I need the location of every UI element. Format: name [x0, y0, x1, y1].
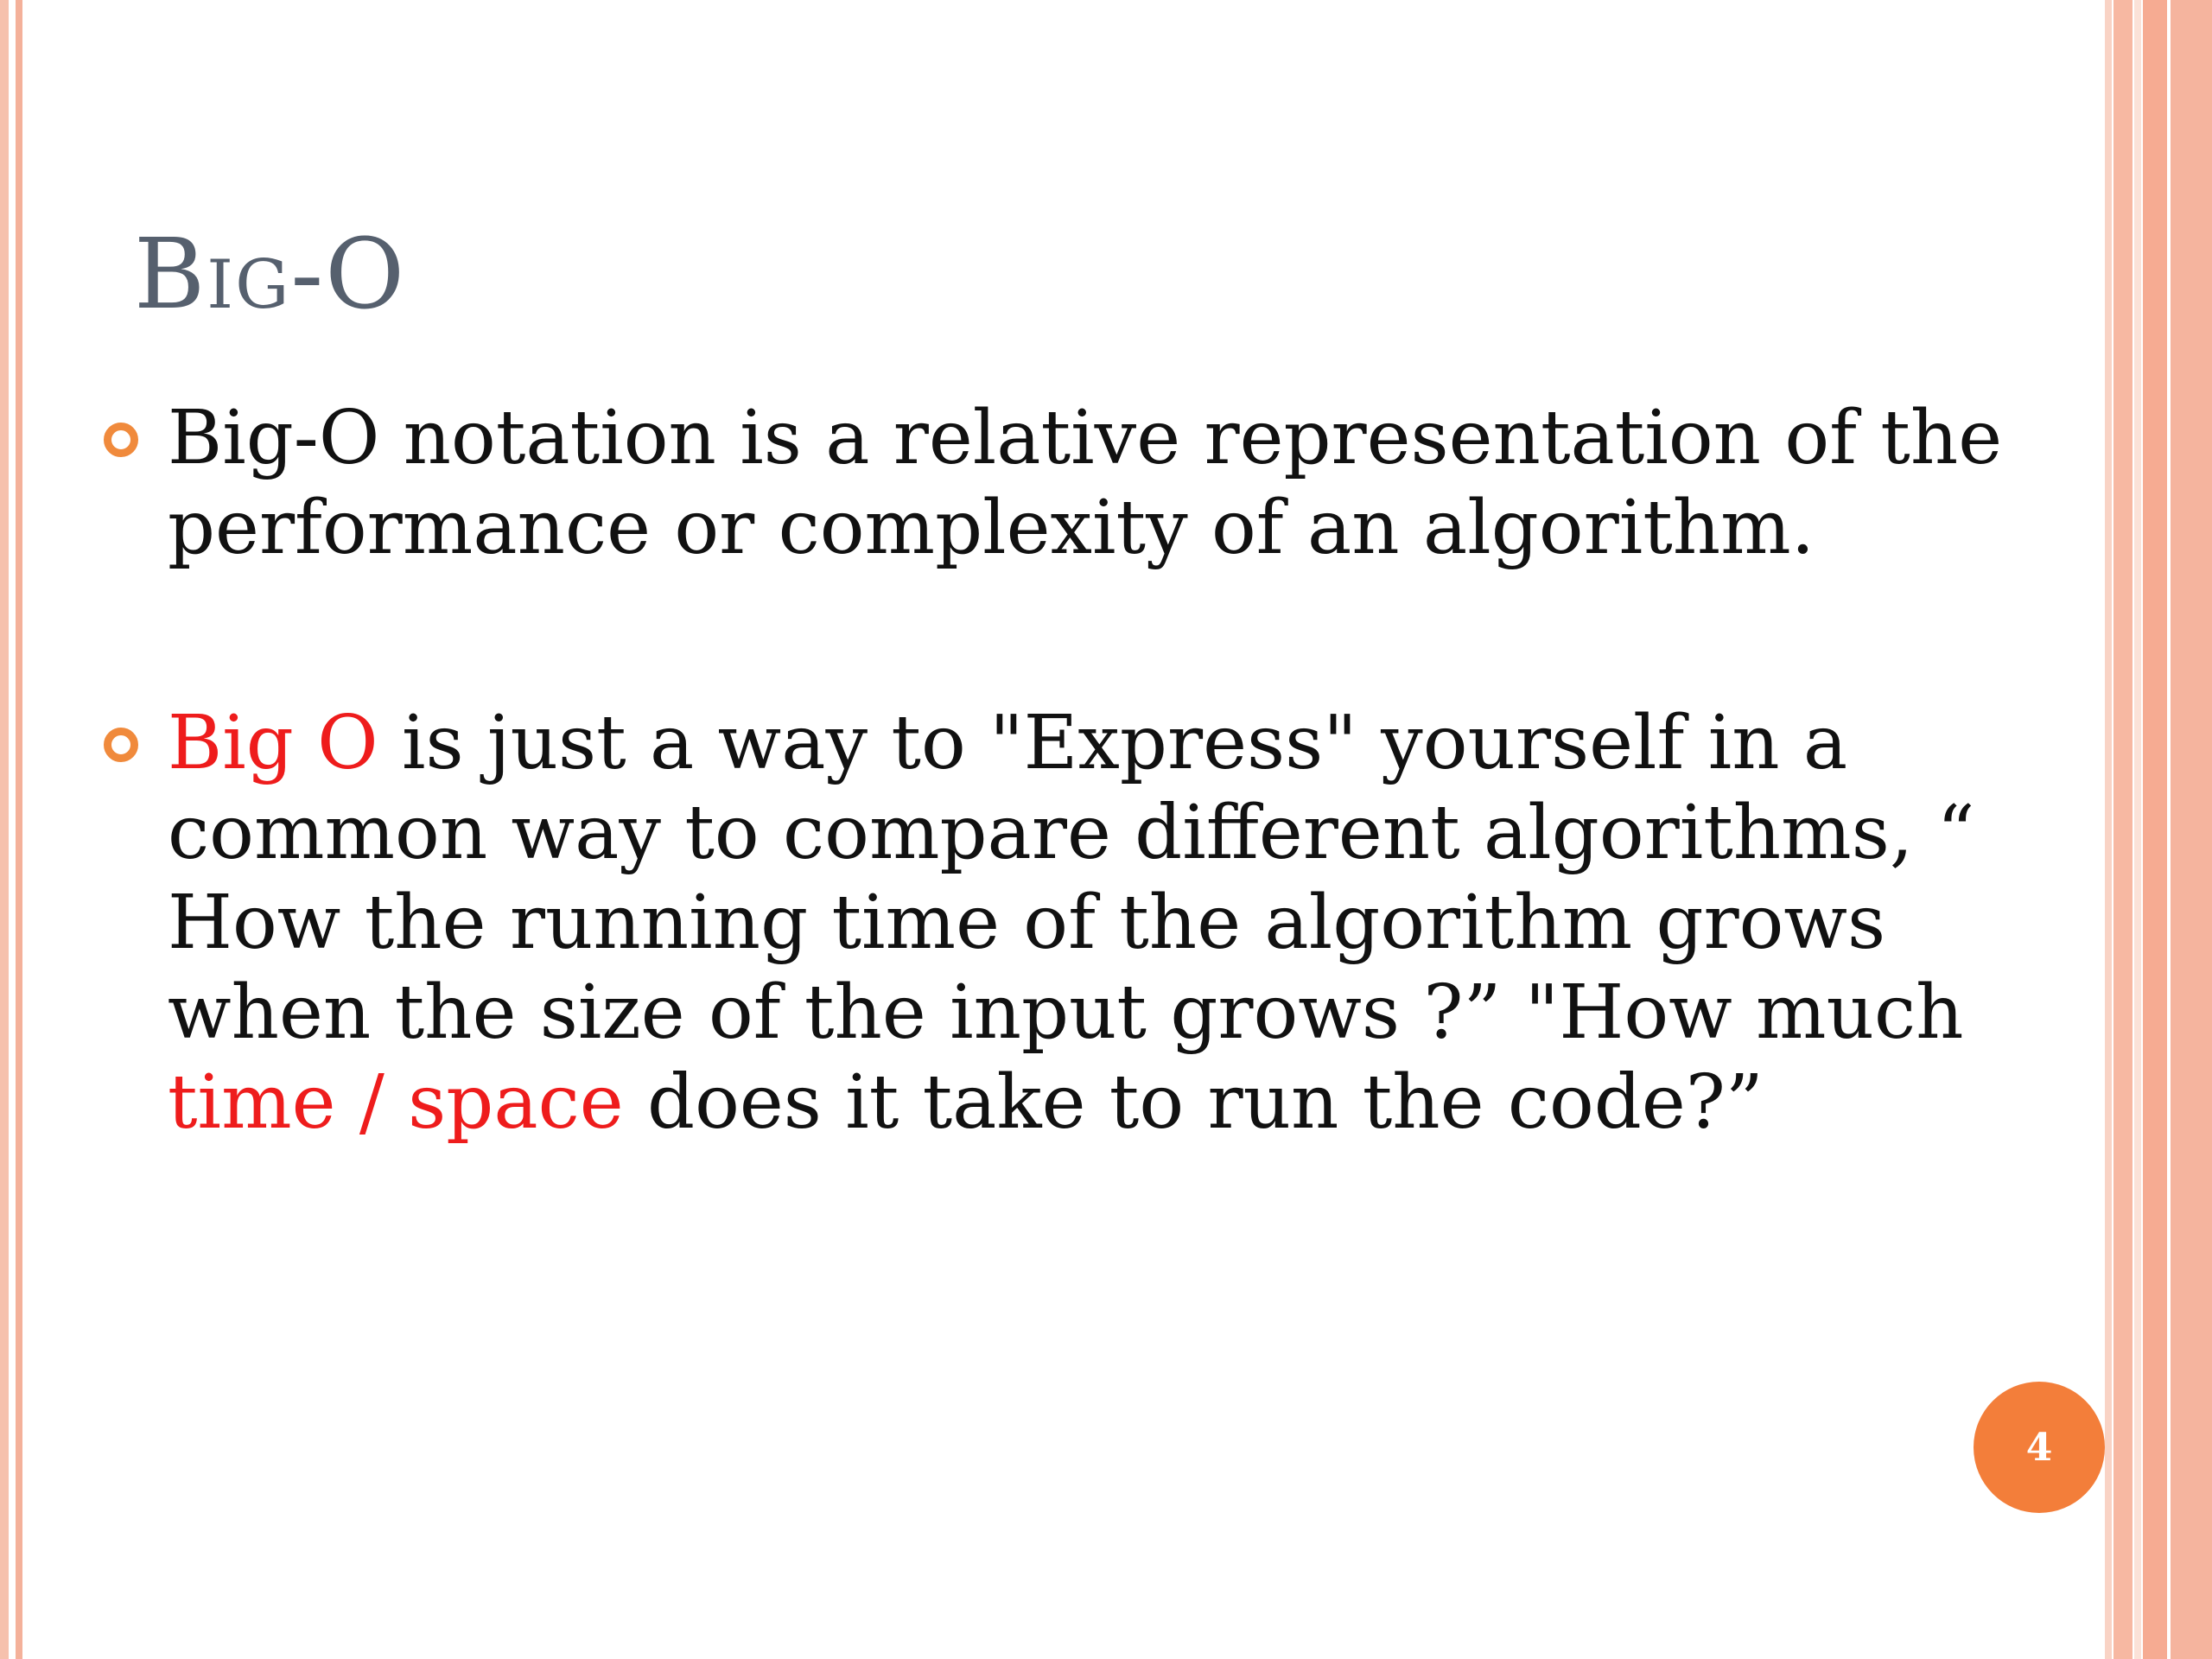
- frame-stripe-right-outer: [2171, 0, 2212, 1659]
- bullet-line: [168, 698, 1991, 788]
- frame-stripe-left: [0, 0, 9, 1659]
- slide-title: Big-O: [134, 219, 407, 331]
- frame-stripe-right: [2113, 0, 2133, 1659]
- bullet-line: performance or complexity of an algorithm.: [168, 485, 1815, 571]
- bullet-text: [168, 393, 2003, 573]
- frame-stripe-left-inner: [16, 0, 22, 1659]
- page-number-badge: 4: [1974, 1382, 2105, 1513]
- bullet-line-text: is just a way to "Express" yourself in a: [378, 700, 1848, 786]
- frame-stripe-right: [2105, 0, 2112, 1659]
- hollow-circle-icon: [104, 423, 138, 457]
- bullet-line: [168, 1058, 1991, 1147]
- bullet-line: when the size of the input grows ?” "How much: [168, 969, 1964, 1056]
- bullet-line: How the running time of the algorithm grows: [168, 880, 1886, 966]
- bullet-line: Big-O notation is a relative representation of the: [168, 395, 2003, 481]
- highlight-text: Big O: [168, 700, 378, 786]
- highlight-text: time / space: [168, 1059, 624, 1146]
- bullet-line-text: does it take to run the code?”: [623, 1059, 1764, 1146]
- bullet-line: common way to compare different algorithms, “: [168, 790, 1975, 876]
- bullet-text: [168, 698, 1991, 1147]
- hollow-circle-icon: [104, 728, 138, 762]
- frame-stripe-right: [2134, 0, 2141, 1659]
- frame-stripe-right: [2143, 0, 2167, 1659]
